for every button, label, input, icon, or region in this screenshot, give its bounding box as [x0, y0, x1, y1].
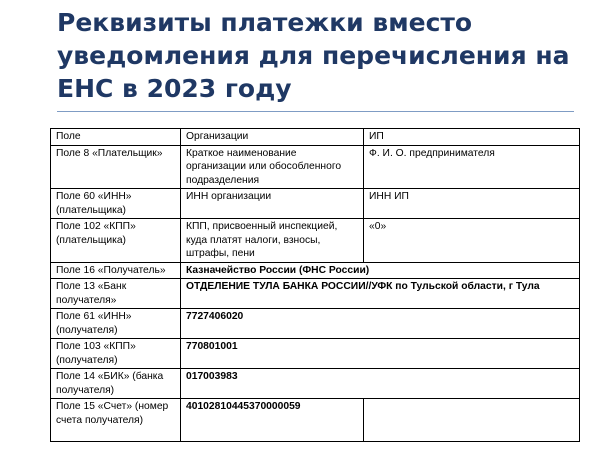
field-cell: Поле 14 «БИК» (банка получателя) — [51, 369, 181, 399]
table-row — [51, 145, 580, 189]
table-row — [51, 262, 580, 279]
header-field: Поле — [51, 129, 181, 146]
title-line-1: Реквизиты платежки вместо — [57, 8, 473, 37]
org-cell: Краткое наименование организации или обособленного подразделения — [181, 145, 364, 189]
requisites-table — [50, 128, 580, 442]
field-cell: Поле 103 «КПП» (получателя) — [51, 339, 181, 369]
table-row — [51, 399, 580, 442]
field-cell: Поле 13 «Банк получателя» — [51, 279, 181, 309]
ip-cell: Ф. И. О. предпринимателя — [364, 145, 580, 189]
value-cell: 40102810445370000059 — [181, 399, 364, 442]
table-row — [51, 279, 580, 309]
field-cell: Поле 15 «Счет» (номер счета получателя) — [51, 399, 181, 442]
ip-cell: «0» — [364, 219, 580, 263]
table-row — [51, 219, 580, 263]
title-line-2: уведомления для перечисления на — [57, 41, 570, 70]
field-cell: Поле 16 «Получатель» — [51, 262, 181, 279]
table-row — [51, 369, 580, 399]
table-header-row — [51, 129, 580, 146]
title-divider — [57, 111, 574, 112]
slide-title — [57, 6, 592, 105]
table-row — [51, 189, 580, 219]
value-cell: ОТДЕЛЕНИЕ ТУЛА БАНКА РОССИИ//УФК по Тульской области, г Тула — [181, 279, 580, 309]
value-cell: Казначейство России (ФНС России) — [181, 262, 580, 279]
title-line-3: ЕНС в 2023 году — [57, 74, 292, 103]
empty-cell — [364, 399, 580, 442]
table-row — [51, 339, 580, 369]
header-organizations: Организации — [181, 129, 364, 146]
value-cell: 770801001 — [181, 339, 580, 369]
org-cell: ИНН организации — [181, 189, 364, 219]
field-cell: Поле 61 «ИНН» (получателя) — [51, 309, 181, 339]
ip-cell: ИНН ИП — [364, 189, 580, 219]
field-cell: Поле 8 «Плательщик» — [51, 145, 181, 189]
org-cell: КПП, присвоенный инспекцией, куда платят налоги, взносы, штрафы, пени — [181, 219, 364, 263]
header-ip: ИП — [364, 129, 580, 146]
field-cell: Поле 102 «КПП» (плательщика) — [51, 219, 181, 263]
field-cell: Поле 60 «ИНН» (плательщика) — [51, 189, 181, 219]
value-cell: 7727406020 — [181, 309, 580, 339]
table-row — [51, 309, 580, 339]
value-cell: 017003983 — [181, 369, 580, 399]
